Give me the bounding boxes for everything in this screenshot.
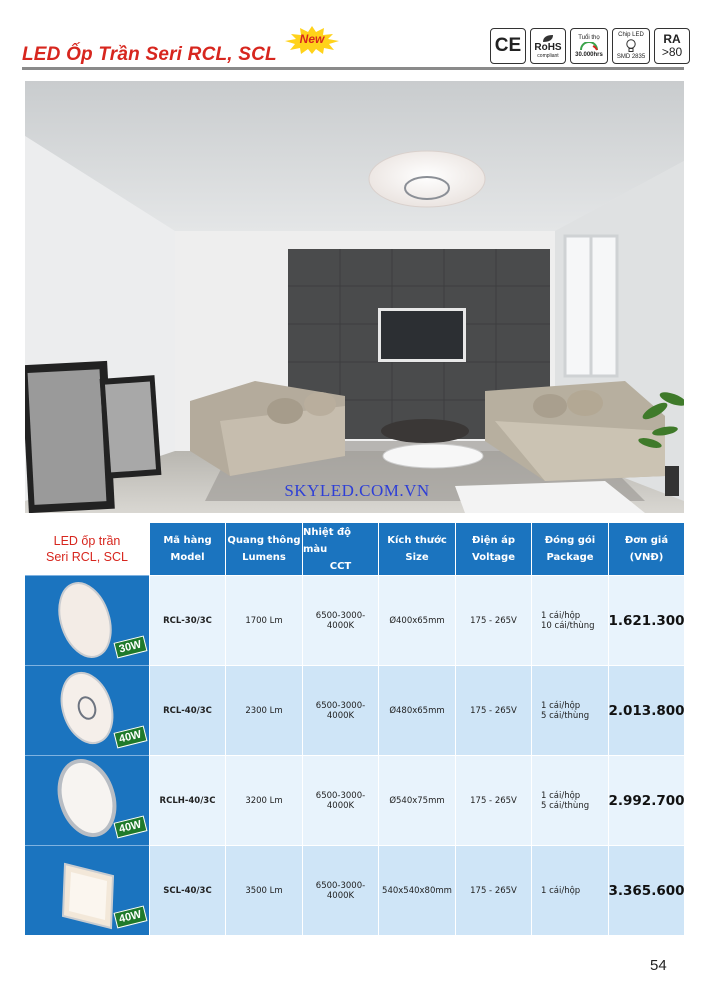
header-voltage-en: Voltage	[472, 552, 515, 563]
cell-package	[531, 575, 608, 665]
lifetime-value: 30.000hrs	[575, 51, 603, 58]
header-lumens-vi: Quang thông	[227, 535, 301, 546]
certification-badges	[490, 28, 690, 64]
cell-price: 1.621.300	[608, 575, 684, 665]
cell-cct: 6500-3000-4000K	[302, 755, 378, 845]
header-size-vi: Kích thước	[387, 535, 447, 546]
cell-size: Ø480x65mm	[378, 665, 455, 755]
table-row	[25, 665, 684, 755]
rohs-sublabel: compliant	[537, 52, 559, 59]
wattage-badge: 40W	[114, 726, 148, 749]
header-size	[378, 523, 455, 575]
wattage-badge: 40W	[114, 816, 148, 839]
product-table	[25, 523, 684, 937]
page-number: 54	[650, 957, 667, 974]
header-package-vi: Đóng gói	[544, 535, 596, 546]
header-package	[531, 523, 608, 575]
cell-cct: 6500-3000-4000K	[302, 665, 378, 755]
watermark: SKYLED.COM.VN	[284, 481, 430, 500]
new-badge	[283, 26, 341, 54]
header-size-en: Size	[405, 552, 429, 563]
cell-package	[531, 845, 608, 935]
product-image	[25, 755, 149, 845]
header-price	[608, 523, 684, 575]
table-row	[25, 845, 684, 935]
cell-voltage: 175 - 265V	[455, 845, 531, 935]
cell-voltage: 175 - 265V	[455, 665, 531, 755]
cell-lumens: 2300 Lm	[225, 665, 302, 755]
living-room-photo	[25, 81, 684, 513]
wattage-badge: 40W	[114, 906, 148, 929]
cell-cct: 6500-3000-4000K	[302, 845, 378, 935]
header-package-en: Package	[546, 552, 594, 563]
product-image	[25, 845, 149, 935]
header-divider	[22, 67, 684, 70]
cell-size: Ø400x65mm	[378, 575, 455, 665]
page-title: LED Ốp Trần Seri RCL, SCL	[22, 44, 277, 65]
new-badge-label: New	[299, 32, 325, 46]
gauge-icon	[579, 42, 599, 51]
package-per-carton: 5 cái/thùng	[541, 710, 590, 721]
header-model-en: Model	[170, 552, 205, 563]
cell-price: 3.365.600	[608, 845, 684, 935]
cell-price: 2.013.800	[608, 665, 684, 755]
header-model	[149, 523, 225, 575]
chip-led-badge	[612, 28, 650, 64]
room-illustration	[25, 81, 684, 513]
chip-value: SMD 2835	[616, 53, 646, 60]
ra-label: RA	[663, 32, 681, 46]
header-voltage-vi: Điện áp	[471, 535, 516, 546]
package-per-box: 1 cái/hộp	[541, 610, 581, 621]
rohs-badge	[530, 28, 566, 64]
cell-size: Ø540x75mm	[378, 755, 455, 845]
cell-model: RCL-30/3C	[149, 575, 225, 665]
wattage-badge: 30W	[114, 636, 148, 659]
cell-model: RCLH-40/3C	[149, 755, 225, 845]
product-image	[25, 575, 149, 665]
lifetime-label: Tuổi thọ	[578, 34, 600, 41]
table-row	[25, 755, 684, 845]
cell-lumens: 3200 Lm	[225, 755, 302, 845]
lifetime-badge	[570, 28, 608, 64]
header-price-vi: Đơn giá	[624, 535, 669, 546]
cell-voltage: 175 - 265V	[455, 575, 531, 665]
cell-price: 2.992.700	[608, 755, 684, 845]
header-price-en: (VNĐ)	[629, 552, 664, 563]
cell-voltage: 175 - 265V	[455, 755, 531, 845]
table-corner-label	[25, 523, 149, 575]
header-cct	[302, 523, 378, 575]
cell-cct: 6500-3000-4000K	[302, 575, 378, 665]
header-model-vi: Mã hàng	[163, 535, 212, 546]
cell-package	[531, 755, 608, 845]
header-voltage	[455, 523, 531, 575]
header-lumens	[225, 523, 302, 575]
cell-package	[531, 665, 608, 755]
ce-mark-icon	[490, 28, 526, 64]
ra-value: >80	[661, 45, 683, 59]
cell-size: 540x540x80mm	[378, 845, 455, 935]
corner-line-2: Seri RCL, SCL	[46, 550, 128, 564]
cell-model: RCL-40/3C	[149, 665, 225, 755]
header-cct-vi: Nhiệt độ màu	[303, 526, 351, 555]
cell-lumens: 3500 Lm	[225, 845, 302, 935]
cell-lumens: 1700 Lm	[225, 575, 302, 665]
package-per-box: 1 cái/hộp	[541, 790, 581, 801]
table-row	[25, 575, 684, 665]
package-per-carton: 10 cái/thùng	[541, 620, 595, 631]
bulb-icon	[625, 39, 637, 53]
corner-line-1: LED ốp trần	[53, 534, 121, 548]
package-per-carton: 5 cái/thùng	[541, 800, 590, 811]
rohs-label: RoHS	[534, 41, 562, 53]
ce-mark-label: CE	[494, 35, 522, 56]
package-per-box: 1 cái/hộp	[541, 700, 581, 711]
product-image	[25, 665, 149, 755]
header-lumens-en: Lumens	[242, 552, 286, 563]
ra-badge	[654, 28, 690, 64]
cell-model: SCL-40/3C	[149, 845, 225, 935]
header-cct-en: CCT	[329, 560, 352, 572]
package-per-box: 1 cái/hộp	[541, 885, 581, 896]
chip-label: Chip LED	[618, 31, 644, 38]
